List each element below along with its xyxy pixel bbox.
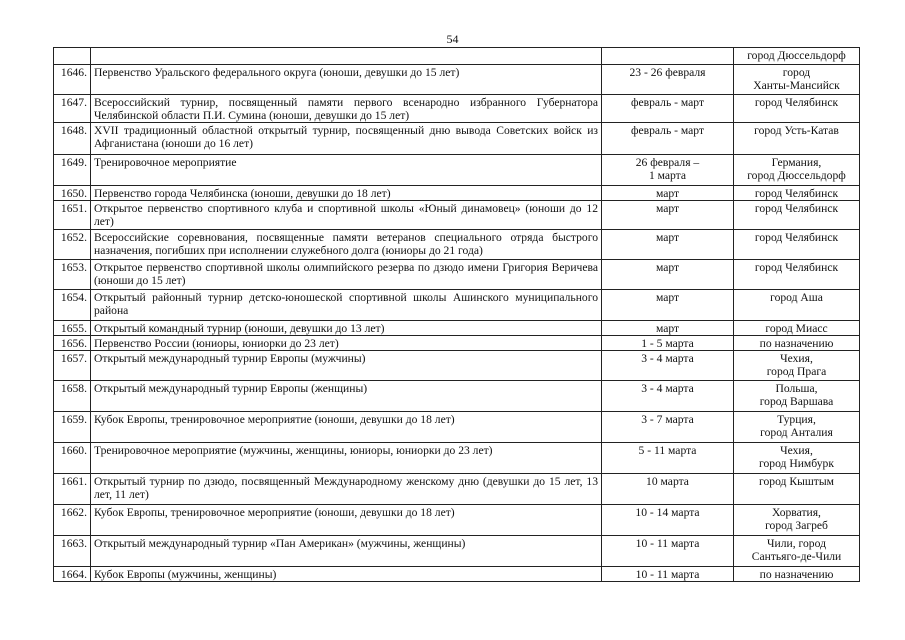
- event-place: [734, 412, 860, 443]
- event-name: Кубок Европы, тренировочное мероприятие (юноши, девушки до 18 лет): [91, 505, 602, 536]
- row-number: [54, 48, 91, 65]
- event-place-line: город Кыштым: [759, 475, 834, 488]
- event-place-line: город Челябинск: [754, 202, 839, 215]
- row-number: 1649.: [54, 155, 91, 186]
- event-date: [602, 201, 734, 230]
- event-name: Всероссийский турнир, посвященный памяти первого всенародно избранного Губернатора Челябинской области П.И. Сумина (юноши, девушки до 15 лет): [91, 95, 602, 123]
- event-place-line: город Дюссельдорф: [747, 49, 846, 62]
- event-place: [734, 260, 860, 290]
- table-row: [54, 351, 860, 381]
- event-date: [602, 443, 734, 474]
- event-place-line: Чили, город: [767, 537, 826, 550]
- event-date-line: март: [655, 231, 680, 244]
- event-date: [602, 351, 734, 381]
- table-row: [54, 321, 860, 336]
- event-date: [602, 536, 734, 567]
- table-row: [54, 123, 860, 155]
- row-number: 1661.: [54, 474, 91, 505]
- event-place-line: город Челябинск: [754, 96, 839, 109]
- table-row: [54, 48, 860, 65]
- event-date-line: 10 - 11 марта: [635, 568, 700, 581]
- event-date-line: 3 - 4 марта: [641, 352, 694, 365]
- event-name: [91, 48, 602, 65]
- event-date-line: 10 марта: [646, 475, 689, 488]
- event-date: [602, 260, 734, 290]
- event-name: Кубок Европы, тренировочное мероприятие (юноши, девушки до 18 лет): [91, 412, 602, 443]
- event-place-line: Германия,: [771, 156, 822, 169]
- events-table-body: [54, 48, 860, 582]
- event-name: Открытый турнир по дзюдо, посвященный Международному женскому дню (девушки до 15 лет, 13 лет, 11 лет): [91, 474, 602, 505]
- table-row: [54, 336, 860, 351]
- event-date: [602, 336, 734, 351]
- table-row: [54, 230, 860, 260]
- event-date-line: 10 - 11 марта: [635, 537, 700, 550]
- event-place-line: Чехия,: [780, 352, 813, 365]
- event-place-line: город Прага: [766, 365, 827, 378]
- event-name: Открытое первенство спортивного клуба и спортивной школы «Юный динамовец» (юноши до 12 лет): [91, 201, 602, 230]
- table-row: [54, 474, 860, 505]
- event-place: [734, 336, 860, 351]
- event-place-line: по назначению: [759, 337, 834, 350]
- event-name: Открытый международный турнир Европы (мужчины): [91, 351, 602, 381]
- event-place: [734, 201, 860, 230]
- event-place: [734, 351, 860, 381]
- event-place: [734, 123, 860, 155]
- event-place: [734, 536, 860, 567]
- event-place: [734, 321, 860, 336]
- event-place: [734, 474, 860, 505]
- event-name: Открытое первенство спортивной школы олимпийского резерва по дзюдо имени Григория Веричева (юноши до 15 лет): [91, 260, 602, 290]
- event-date-line: февраль - март: [630, 96, 705, 109]
- event-date-line: 1 - 5 марта: [641, 337, 694, 350]
- event-place: [734, 381, 860, 412]
- row-number: 1662.: [54, 505, 91, 536]
- event-date: [602, 321, 734, 336]
- row-number: 1654.: [54, 290, 91, 321]
- row-number: 1648.: [54, 123, 91, 155]
- row-number: 1652.: [54, 230, 91, 260]
- row-number: 1646.: [54, 65, 91, 95]
- event-date-line: февраль - март: [630, 124, 705, 137]
- event-date-line: март: [655, 291, 680, 304]
- event-date-line: 26 февраля –: [635, 156, 700, 169]
- event-date-line: 10 - 14 марта: [635, 506, 700, 519]
- event-date: [602, 381, 734, 412]
- event-date: [602, 186, 734, 201]
- event-date-line: март: [655, 261, 680, 274]
- event-date: [602, 230, 734, 260]
- table-row: [54, 201, 860, 230]
- event-place-line: Ханты-Мансийск: [753, 79, 840, 92]
- table-row: [54, 443, 860, 474]
- row-number: 1664.: [54, 567, 91, 582]
- row-number: 1653.: [54, 260, 91, 290]
- event-name: Открытый международный турнир Европы (женщины): [91, 381, 602, 412]
- event-place-line: город Миасс: [765, 322, 828, 335]
- event-date: [602, 65, 734, 95]
- event-date: [602, 290, 734, 321]
- event-place-line: город Анталия: [760, 426, 833, 439]
- event-date: [602, 48, 734, 65]
- event-date: [602, 155, 734, 186]
- event-name: Кубок Европы (мужчины, женщины): [91, 567, 602, 582]
- event-place-line: город: [782, 66, 811, 79]
- event-place-line: город Аша: [770, 291, 823, 304]
- row-number: 1651.: [54, 201, 91, 230]
- event-date: [602, 567, 734, 582]
- event-date: [602, 505, 734, 536]
- event-date-line: 5 - 11 марта: [638, 444, 697, 457]
- event-name: Первенство города Челябинска (юноши, девушки до 18 лет): [91, 186, 602, 201]
- event-place-line: город Челябинск: [754, 187, 839, 200]
- event-place: [734, 290, 860, 321]
- table-row: [54, 290, 860, 321]
- event-place: [734, 186, 860, 201]
- event-place: [734, 48, 860, 65]
- event-place: [734, 443, 860, 474]
- table-row: [54, 505, 860, 536]
- event-name: Открытый международный турнир «Пан Американ» (мужчины, женщины): [91, 536, 602, 567]
- row-number: 1657.: [54, 351, 91, 381]
- event-name: XVII традиционный областной открытый турнир, посвященный дню вывода Советских войск из Афганистана (юноши до 16 лет): [91, 123, 602, 155]
- table-row: [54, 186, 860, 201]
- event-date-line: март: [655, 202, 680, 215]
- events-table: [53, 47, 860, 582]
- row-number: 1656.: [54, 336, 91, 351]
- event-date: [602, 412, 734, 443]
- table-row: [54, 567, 860, 582]
- event-name: Тренировочное мероприятие (мужчины, женщины, юниоры, юниорки до 23 лет): [91, 443, 602, 474]
- event-name: Всероссийские соревнования, посвященные памяти ветеранов специального отряда быстрого назначения, погибших при исполнении служебного долга (юниоры до 21 года): [91, 230, 602, 260]
- event-place-line: город Варшава: [759, 395, 834, 408]
- event-place-line: Хорватия,: [772, 506, 821, 519]
- event-place: [734, 65, 860, 95]
- row-number: 1658.: [54, 381, 91, 412]
- table-row: [54, 65, 860, 95]
- event-place-line: Чехия,: [780, 444, 813, 457]
- table-row: [54, 381, 860, 412]
- event-name: Тренировочное мероприятие: [91, 155, 602, 186]
- row-number: 1659.: [54, 412, 91, 443]
- event-place-line: город Дюссельдорф: [747, 169, 846, 182]
- event-place-line: по назначению: [759, 568, 834, 581]
- event-place-line: Сантьяго-де-Чили: [751, 550, 842, 563]
- event-place-line: город Нимбурк: [759, 457, 834, 470]
- page-number: 54: [446, 32, 459, 46]
- event-place-line: Польша,: [775, 382, 818, 395]
- event-name: Открытый районный турнир детско-юношеской спортивной школы Ашинского муниципального района: [91, 290, 602, 321]
- event-name: Первенство Уральского федерального округа (юноши, девушки до 15 лет): [91, 65, 602, 95]
- event-name: Открытый командный турнир (юноши, девушки до 13 лет): [91, 321, 602, 336]
- row-number: 1663.: [54, 536, 91, 567]
- event-date: [602, 474, 734, 505]
- row-number: 1650.: [54, 186, 91, 201]
- event-place-line: город Челябинск: [754, 261, 839, 274]
- event-place: [734, 95, 860, 123]
- event-date-line: 23 - 26 февраля: [629, 66, 706, 79]
- event-place-line: Турция,: [777, 413, 816, 426]
- event-date: [602, 123, 734, 155]
- event-place-line: город Усть-Катав: [754, 124, 839, 137]
- event-place: [734, 155, 860, 186]
- event-place: [734, 567, 860, 582]
- event-date: [602, 95, 734, 123]
- event-place: [734, 230, 860, 260]
- event-date-line: март: [655, 322, 680, 335]
- event-name: Первенство России (юниоры, юниорки до 23 лет): [91, 336, 602, 351]
- event-place: [734, 505, 860, 536]
- table-row: [54, 155, 860, 186]
- event-date-line: 1 марта: [648, 169, 687, 182]
- table-row: [54, 412, 860, 443]
- event-date-line: 3 - 7 марта: [641, 413, 694, 426]
- row-number: 1660.: [54, 443, 91, 474]
- event-date-line: 3 - 4 марта: [641, 382, 694, 395]
- event-place-line: город Челябинск: [754, 231, 839, 244]
- table-row: [54, 536, 860, 567]
- row-number: 1647.: [54, 95, 91, 123]
- row-number: 1655.: [54, 321, 91, 336]
- table-row: [54, 95, 860, 123]
- table-row: [54, 260, 860, 290]
- event-place-line: город Загреб: [765, 519, 828, 532]
- event-date-line: март: [655, 187, 680, 200]
